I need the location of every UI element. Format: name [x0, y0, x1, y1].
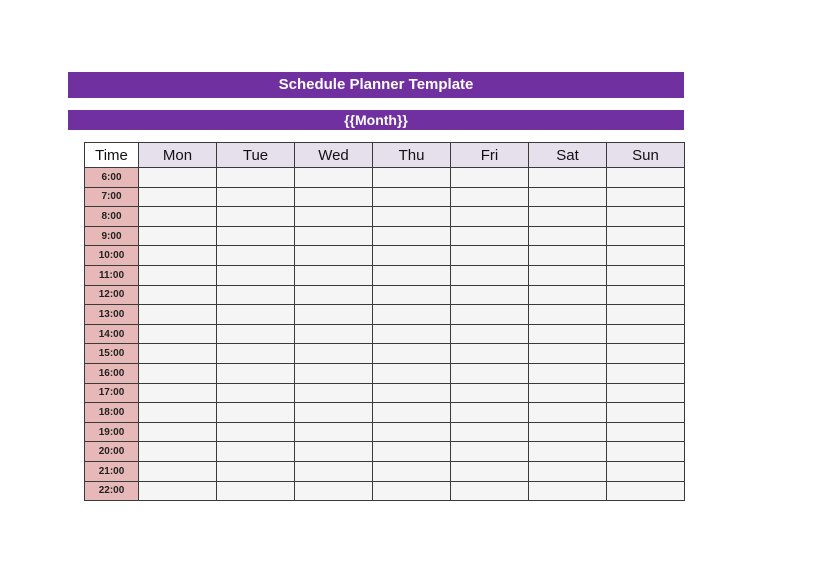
schedule-cell[interactable]: [607, 324, 685, 344]
schedule-cell[interactable]: [217, 383, 295, 403]
schedule-cell[interactable]: [217, 265, 295, 285]
page-title: Schedule Planner Template: [278, 76, 474, 93]
schedule-cell[interactable]: [607, 226, 685, 246]
schedule-cell[interactable]: [217, 403, 295, 423]
schedule-cell[interactable]: [529, 187, 607, 207]
schedule-cell[interactable]: [295, 207, 373, 227]
schedule-cell[interactable]: [139, 207, 217, 227]
schedule-cell[interactable]: [451, 481, 529, 501]
schedule-cell[interactable]: [295, 481, 373, 501]
schedule-cell[interactable]: [217, 344, 295, 364]
schedule-cell[interactable]: [373, 403, 451, 423]
time-slot-label: 22:00: [85, 481, 139, 501]
schedule-cell[interactable]: [139, 285, 217, 305]
schedule-cell[interactable]: [607, 383, 685, 403]
schedule-cell[interactable]: [451, 383, 529, 403]
schedule-cell[interactable]: [373, 461, 451, 481]
schedule-cell[interactable]: [295, 461, 373, 481]
time-slot-label: 7:00: [85, 187, 139, 207]
schedule-cell[interactable]: [529, 305, 607, 325]
schedule-cell[interactable]: [139, 403, 217, 423]
day-header-sun: Sun: [607, 143, 685, 168]
schedule-cell[interactable]: [217, 442, 295, 462]
schedule-cell[interactable]: [529, 324, 607, 344]
schedule-cell[interactable]: [529, 403, 607, 423]
schedule-cell[interactable]: [217, 363, 295, 383]
schedule-cell[interactable]: [607, 363, 685, 383]
time-slot-label: 21:00: [85, 461, 139, 481]
day-header-thu: Thu: [373, 143, 451, 168]
schedule-cell[interactable]: [295, 187, 373, 207]
time-slot-label: 17:00: [85, 383, 139, 403]
schedule-cell[interactable]: [295, 305, 373, 325]
schedule-cell[interactable]: [295, 265, 373, 285]
schedule-cell[interactable]: [217, 168, 295, 188]
schedule-cell[interactable]: [217, 226, 295, 246]
schedule-cell[interactable]: [373, 383, 451, 403]
time-slot-label: 10:00: [85, 246, 139, 266]
table-row: [85, 324, 685, 344]
table-row: [85, 422, 685, 442]
schedule-cell[interactable]: [373, 422, 451, 442]
schedule-cell[interactable]: [295, 363, 373, 383]
table-row: [85, 481, 685, 501]
schedule-cell[interactable]: [139, 344, 217, 364]
time-slot-label: 14:00: [85, 324, 139, 344]
table-row: [85, 265, 685, 285]
schedule-cell[interactable]: [139, 324, 217, 344]
schedule-cell[interactable]: [451, 403, 529, 423]
schedule-cell[interactable]: [451, 422, 529, 442]
schedule-cell[interactable]: [139, 305, 217, 325]
table-row: [85, 226, 685, 246]
schedule-cell[interactable]: [529, 285, 607, 305]
schedule-cell[interactable]: [373, 246, 451, 266]
schedule-cell[interactable]: [529, 168, 607, 188]
day-header-mon: Mon: [139, 143, 217, 168]
schedule-cell[interactable]: [607, 305, 685, 325]
schedule-cell[interactable]: [607, 207, 685, 227]
schedule-cell[interactable]: [607, 461, 685, 481]
schedule-cell[interactable]: [529, 481, 607, 501]
title-banner: [68, 72, 684, 98]
schedule-cell[interactable]: [373, 168, 451, 188]
schedule-cell[interactable]: [295, 285, 373, 305]
schedule-cell[interactable]: [607, 442, 685, 462]
schedule-cell[interactable]: [217, 481, 295, 501]
schedule-cell[interactable]: [295, 246, 373, 266]
table-row: [85, 207, 685, 227]
schedule-cell[interactable]: [295, 422, 373, 442]
header-row: [85, 143, 685, 168]
schedule-cell[interactable]: [217, 187, 295, 207]
schedule-cell[interactable]: [217, 305, 295, 325]
schedule-cell[interactable]: [451, 265, 529, 285]
schedule-cell[interactable]: [607, 187, 685, 207]
time-slot-label: 15:00: [85, 344, 139, 364]
table-row: [85, 461, 685, 481]
schedule-cell[interactable]: [139, 265, 217, 285]
schedule-cell[interactable]: [529, 383, 607, 403]
schedule-cell[interactable]: [451, 187, 529, 207]
schedule-cell[interactable]: [607, 481, 685, 501]
schedule-cell[interactable]: [139, 363, 217, 383]
day-header-wed: Wed: [295, 143, 373, 168]
schedule-cell[interactable]: [373, 265, 451, 285]
schedule-cell[interactable]: [373, 324, 451, 344]
time-column-header: Time: [85, 143, 139, 168]
table-row: [85, 246, 685, 266]
schedule-cell[interactable]: [295, 324, 373, 344]
schedule-cell[interactable]: [217, 246, 295, 266]
schedule-cell[interactable]: [451, 344, 529, 364]
schedule-cell[interactable]: [139, 226, 217, 246]
time-slot-label: 12:00: [85, 285, 139, 305]
schedule-cell[interactable]: [139, 422, 217, 442]
schedule-cell[interactable]: [295, 403, 373, 423]
schedule-cell[interactable]: [373, 187, 451, 207]
schedule-cell[interactable]: [529, 442, 607, 462]
schedule-cell[interactable]: [451, 324, 529, 344]
table-row: [85, 344, 685, 364]
schedule-cell[interactable]: [295, 442, 373, 462]
schedule-cell[interactable]: [295, 168, 373, 188]
schedule-cell[interactable]: [373, 305, 451, 325]
schedule-cell[interactable]: [139, 442, 217, 462]
schedule-cell[interactable]: [217, 207, 295, 227]
schedule-table: [84, 142, 685, 501]
time-slot-label: 13:00: [85, 305, 139, 325]
schedule-cell[interactable]: [529, 226, 607, 246]
schedule-cell[interactable]: [451, 207, 529, 227]
schedule-cell[interactable]: [373, 344, 451, 364]
schedule-cell[interactable]: [529, 207, 607, 227]
schedule-cell[interactable]: [373, 226, 451, 246]
schedule-cell[interactable]: [451, 226, 529, 246]
schedule-cell[interactable]: [373, 442, 451, 462]
schedule-cell[interactable]: [451, 168, 529, 188]
schedule-cell[interactable]: [295, 383, 373, 403]
schedule-cell[interactable]: [529, 461, 607, 481]
time-slot-label: 18:00: [85, 403, 139, 423]
schedule-cell[interactable]: [139, 461, 217, 481]
time-slot-label: 19:00: [85, 422, 139, 442]
schedule-body: [85, 168, 685, 501]
schedule-cell[interactable]: [607, 265, 685, 285]
schedule-cell[interactable]: [373, 481, 451, 501]
table-row: [85, 187, 685, 207]
schedule-cell[interactable]: [295, 344, 373, 364]
schedule-cell[interactable]: [529, 344, 607, 364]
schedule-cell[interactable]: [451, 442, 529, 462]
schedule-cell[interactable]: [217, 461, 295, 481]
schedule-cell[interactable]: [607, 246, 685, 266]
table-row: [85, 305, 685, 325]
schedule-cell[interactable]: [217, 285, 295, 305]
month-label: {{Month}}: [344, 112, 408, 128]
table-row: [85, 442, 685, 462]
schedule-cell[interactable]: [451, 363, 529, 383]
schedule-cell[interactable]: [607, 285, 685, 305]
month-banner: [68, 110, 684, 130]
schedule-cell[interactable]: [373, 363, 451, 383]
schedule-cell[interactable]: [529, 422, 607, 442]
day-header-fri: Fri: [451, 143, 529, 168]
schedule-cell[interactable]: [451, 246, 529, 266]
schedule-cell[interactable]: [295, 226, 373, 246]
schedule-cell[interactable]: [607, 168, 685, 188]
schedule-cell[interactable]: [139, 168, 217, 188]
time-slot-label: 11:00: [85, 265, 139, 285]
schedule-cell[interactable]: [139, 187, 217, 207]
schedule-cell[interactable]: [607, 422, 685, 442]
time-slot-label: 6:00: [85, 168, 139, 188]
day-header-tue: Tue: [217, 143, 295, 168]
schedule-cell[interactable]: [451, 285, 529, 305]
schedule-cell[interactable]: [451, 461, 529, 481]
schedule-cell[interactable]: [529, 246, 607, 266]
time-slot-label: 9:00: [85, 226, 139, 246]
schedule-cell[interactable]: [139, 246, 217, 266]
schedule-cell[interactable]: [607, 344, 685, 364]
schedule-cell[interactable]: [373, 285, 451, 305]
schedule-cell[interactable]: [139, 383, 217, 403]
schedule-cell[interactable]: [529, 265, 607, 285]
day-header-sat: Sat: [529, 143, 607, 168]
time-slot-label: 16:00: [85, 363, 139, 383]
time-slot-label: 8:00: [85, 207, 139, 227]
schedule-cell[interactable]: [373, 207, 451, 227]
schedule-cell[interactable]: [529, 363, 607, 383]
time-slot-label: 20:00: [85, 442, 139, 462]
schedule-cell[interactable]: [139, 481, 217, 501]
table-row: [85, 285, 685, 305]
table-row: [85, 168, 685, 188]
schedule-cell[interactable]: [217, 422, 295, 442]
table-row: [85, 363, 685, 383]
schedule-cell[interactable]: [607, 403, 685, 423]
schedule-cell[interactable]: [217, 324, 295, 344]
table-row: [85, 403, 685, 423]
schedule-cell[interactable]: [451, 305, 529, 325]
table-row: [85, 383, 685, 403]
